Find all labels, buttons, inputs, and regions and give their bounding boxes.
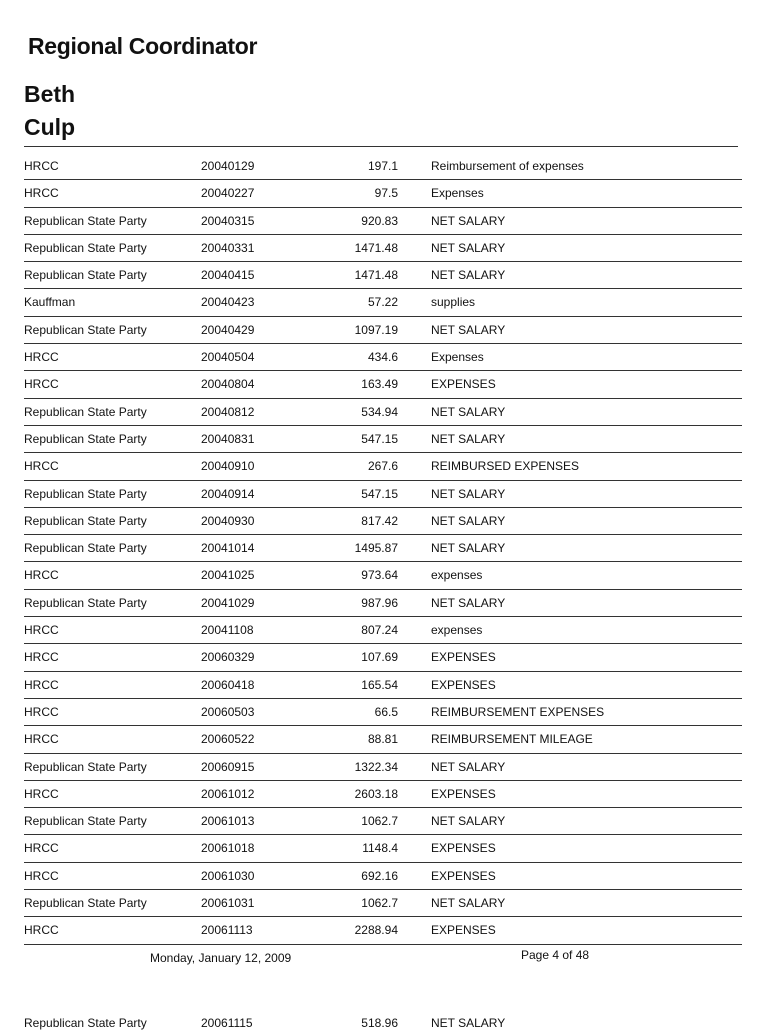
- description-cell: Expenses: [431, 186, 484, 201]
- amount-cell: 1062.7: [361, 814, 398, 829]
- amount-cell: 197.1: [367, 159, 398, 173]
- amount-cell: 1097.19: [354, 322, 398, 337]
- payer-cell: Republican State Party: [24, 431, 147, 446]
- amount-cell: 165.54: [361, 677, 398, 692]
- date-cell: 20040129: [201, 159, 255, 173]
- description-cell: NET SALARY: [431, 513, 506, 528]
- date-cell: 20040930: [201, 513, 255, 528]
- amount-cell: 1471.48: [354, 240, 398, 255]
- amount-cell: 434.6: [367, 350, 398, 365]
- payer-cell: Republican State Party: [24, 213, 147, 228]
- description-cell: EXPENSES: [431, 377, 496, 392]
- description-cell: expenses: [431, 623, 483, 638]
- amount-cell: 547.15: [361, 486, 398, 501]
- date-cell: 20040831: [201, 431, 255, 446]
- description-cell: NET SALARY: [431, 896, 506, 911]
- amount-cell: 1062.7: [361, 896, 398, 911]
- footer-date: Monday, January 12, 2009: [150, 951, 292, 965]
- description-cell: NET SALARY: [431, 213, 506, 228]
- payer-cell: Republican State Party: [24, 513, 147, 528]
- table-row: [24, 917, 742, 944]
- table-row: [24, 835, 742, 862]
- payer-cell: Republican State Party: [24, 814, 147, 829]
- description-cell: NET SALARY: [431, 431, 506, 446]
- payer-cell: HRCC: [24, 350, 59, 365]
- payer-cell: HRCC: [24, 568, 59, 583]
- description-cell: EXPENSES: [431, 650, 496, 665]
- date-cell: 20040910: [201, 459, 255, 474]
- amount-cell: 107.69: [361, 650, 398, 665]
- description-cell: NET SALARY: [431, 1016, 506, 1030]
- date-cell: 20040914: [201, 486, 255, 501]
- table-row: [24, 590, 742, 617]
- date-cell: 20061013: [201, 814, 255, 829]
- table-row: [24, 153, 742, 180]
- description-cell: EXPENSES: [431, 677, 496, 692]
- payer-cell: Republican State Party: [24, 268, 147, 283]
- amount-cell: 692.16: [361, 868, 398, 883]
- amount-cell: 66.5: [374, 704, 398, 719]
- next-page-row-preview: [24, 1016, 742, 1030]
- description-cell: EXPENSES: [431, 841, 496, 856]
- payer-cell: Republican State Party: [24, 240, 147, 255]
- description-cell: Reimbursement of expenses: [431, 159, 584, 173]
- payer-cell: HRCC: [24, 377, 59, 392]
- payer-cell: HRCC: [24, 677, 59, 692]
- table-row: [24, 754, 742, 781]
- payer-cell: HRCC: [24, 923, 59, 938]
- date-cell: 20060329: [201, 650, 255, 665]
- date-cell: 20060503: [201, 704, 255, 719]
- payer-cell: Republican State Party: [24, 541, 147, 556]
- first-name: Beth: [24, 81, 76, 107]
- description-cell: EXPENSES: [431, 786, 496, 801]
- date-cell: 20040812: [201, 404, 255, 419]
- header-divider: [24, 146, 738, 147]
- description-cell: supplies: [431, 295, 476, 310]
- amount-cell: 163.49: [361, 377, 398, 392]
- payer-cell: HRCC: [24, 650, 59, 665]
- table-row: [24, 562, 742, 589]
- table-row: [24, 672, 742, 699]
- payer-cell: Republican State Party: [24, 404, 147, 419]
- amount-cell: 987.96: [361, 595, 398, 610]
- payer-cell: HRCC: [24, 459, 59, 474]
- date-cell: 20040429: [201, 322, 255, 337]
- payer-cell: Republican State Party: [24, 896, 147, 911]
- date-cell: 20061115: [201, 1016, 253, 1030]
- date-cell: 20040315: [201, 213, 255, 228]
- payer-cell: Kauffman: [24, 295, 76, 310]
- payer-cell: Republican State Party: [24, 1016, 147, 1030]
- person-name: [24, 78, 224, 144]
- payer-cell: HRCC: [24, 159, 59, 173]
- amount-cell: 534.94: [361, 404, 398, 419]
- description-cell: REIMBURSEMENT EXPENSES: [431, 704, 605, 719]
- table-row: [24, 481, 742, 508]
- amount-cell: 973.64: [361, 568, 398, 583]
- description-cell: NET SALARY: [431, 322, 506, 337]
- amount-cell: 2603.18: [354, 786, 398, 801]
- amount-cell: 1471.48: [354, 268, 398, 283]
- amount-cell: 817.42: [361, 513, 398, 528]
- table-row: [24, 726, 742, 753]
- amount-cell: 1322.34: [354, 759, 398, 774]
- date-cell: 20040331: [201, 240, 255, 255]
- payer-cell: HRCC: [24, 704, 59, 719]
- date-cell: 20060418: [201, 677, 255, 692]
- table-row: [24, 808, 742, 835]
- payer-cell: HRCC: [24, 868, 59, 883]
- footer-page-number: Page 4 of 48: [521, 948, 590, 962]
- description-cell: NET SALARY: [431, 541, 506, 556]
- table-row: [24, 508, 742, 535]
- amount-cell: 2288.94: [354, 923, 398, 938]
- date-cell: 20061018: [201, 841, 255, 856]
- date-cell: 20041029: [201, 595, 255, 610]
- table-row: [24, 863, 742, 890]
- description-cell: Expenses: [431, 350, 484, 365]
- description-cell: NET SALARY: [431, 814, 506, 829]
- description-cell: EXPENSES: [431, 868, 496, 883]
- payer-cell: Republican State Party: [24, 595, 147, 610]
- date-cell: 20061113: [201, 923, 253, 938]
- table-row: [24, 208, 742, 235]
- payer-cell: HRCC: [24, 186, 59, 201]
- table-row: [24, 235, 742, 262]
- amount-cell: 1148.4: [362, 841, 398, 856]
- table-row: [24, 399, 742, 426]
- table-row: [24, 535, 742, 562]
- date-cell: 20041025: [201, 568, 255, 583]
- description-cell: NET SALARY: [431, 486, 506, 501]
- amount-cell: 57.22: [367, 295, 398, 310]
- table-row: [24, 289, 742, 316]
- date-cell: 20040227: [201, 186, 255, 201]
- payer-cell: Republican State Party: [24, 486, 147, 501]
- payer-cell: Republican State Party: [24, 322, 147, 337]
- description-cell: NET SALARY: [431, 404, 506, 419]
- table-row: [24, 317, 742, 344]
- amount-cell: 1495.87: [354, 541, 398, 556]
- description-cell: NET SALARY: [431, 268, 506, 283]
- amount-cell: 267.6: [367, 459, 398, 474]
- payer-cell: HRCC: [24, 732, 59, 747]
- amount-cell: 807.24: [361, 623, 398, 638]
- payer-cell: HRCC: [24, 786, 59, 801]
- table-row: [24, 644, 742, 671]
- date-cell: 20041014: [201, 541, 255, 556]
- table-row: [24, 890, 742, 917]
- description-cell: REIMBURSEMENT MILEAGE: [431, 732, 593, 747]
- description-cell: expenses: [431, 568, 483, 583]
- table-row: [24, 180, 742, 207]
- date-cell: 20061012: [201, 786, 255, 801]
- date-cell: 20041108: [201, 623, 254, 638]
- table-row: [24, 262, 742, 289]
- date-cell: 20061030: [201, 868, 255, 883]
- table-row: [24, 617, 742, 644]
- amount-cell: 97.5: [374, 186, 398, 201]
- date-cell: 20060915: [201, 759, 255, 774]
- amount-cell: 547.15: [361, 431, 398, 446]
- date-cell: 20040423: [201, 295, 255, 310]
- role-title: Regional Coordinator: [28, 33, 258, 59]
- description-cell: NET SALARY: [431, 595, 506, 610]
- table-row: [24, 426, 742, 453]
- date-cell: 20060522: [201, 732, 255, 747]
- amount-cell: 920.83: [361, 213, 398, 228]
- date-cell: 20040415: [201, 268, 255, 283]
- amount-cell: 88.81: [367, 732, 398, 747]
- payer-cell: Republican State Party: [24, 759, 147, 774]
- table-row: [24, 453, 742, 480]
- date-cell: 20040504: [201, 350, 255, 365]
- table-row: [24, 699, 742, 726]
- description-cell: NET SALARY: [431, 759, 506, 774]
- date-cell: 20040804: [201, 377, 255, 392]
- amount-cell: 518.96: [361, 1016, 398, 1030]
- payer-cell: HRCC: [24, 841, 59, 856]
- description-cell: EXPENSES: [431, 923, 496, 938]
- payer-cell: HRCC: [24, 623, 59, 638]
- table-row: [24, 371, 742, 398]
- last-name: Culp: [24, 114, 76, 140]
- date-cell: 20061031: [201, 896, 255, 911]
- description-cell: REIMBURSED EXPENSES: [431, 459, 580, 474]
- description-cell: NET SALARY: [431, 240, 506, 255]
- table-row: [24, 781, 742, 808]
- payment-ledger: [24, 153, 742, 945]
- table-row: [24, 344, 742, 371]
